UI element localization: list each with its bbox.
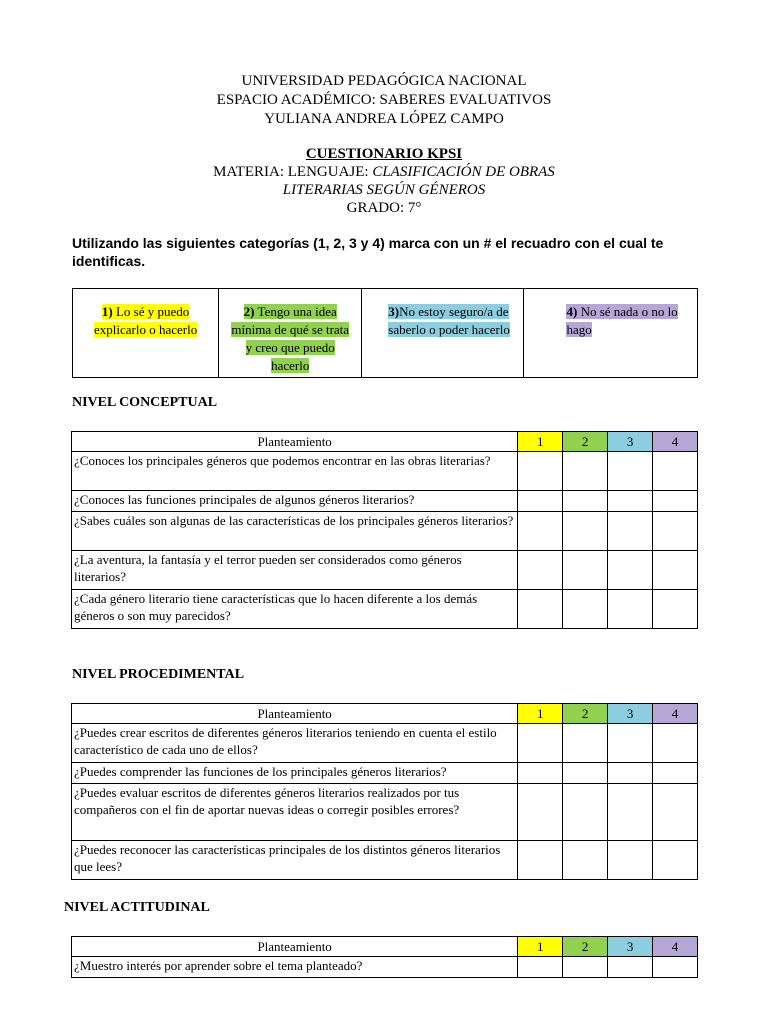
header-col-3: 3 [608, 704, 653, 724]
header-col-3: 3 [608, 432, 653, 452]
materia-value: CLASIFICACIÓN DE OBRAS [372, 164, 555, 180]
answer-cell-4[interactable] [653, 551, 698, 590]
answer-cell-3[interactable] [608, 491, 653, 512]
header-col-3: 3 [608, 937, 653, 957]
header-col-1: 1 [518, 704, 563, 724]
table-row [72, 763, 698, 784]
author-name: YULIANA ANDREA LÓPEZ CAMPO [264, 111, 504, 127]
table-row [72, 551, 698, 590]
academic-space: ESPACIO ACADÉMICO: SABERES EVALUATIVOS [216, 92, 552, 108]
question-text: ¿Conoces las funciones principales de algunos géneros literarios? [72, 491, 518, 512]
header-col-4: 4 [653, 937, 698, 957]
header-col-4: 4 [653, 704, 698, 724]
table-row [72, 784, 698, 841]
answer-cell-4[interactable] [653, 724, 698, 763]
header-col-2: 2 [563, 704, 608, 724]
header-planteamiento: Planteamiento [72, 704, 518, 724]
materia-line [0, 163, 768, 181]
answer-cell-1[interactable] [518, 763, 563, 784]
answer-cell-1[interactable] [518, 551, 563, 590]
answer-cell-4[interactable] [653, 590, 698, 629]
answer-cell-2[interactable] [563, 784, 608, 841]
answer-cell-1[interactable] [518, 957, 563, 978]
category-2: 2) Tengo una idea mínima de qué se trata y creo que puedo hacerlo [219, 289, 362, 378]
answer-cell-1[interactable] [518, 452, 563, 491]
header-col-2: 2 [563, 937, 608, 957]
answer-cell-3[interactable] [608, 957, 653, 978]
section-title-conceptual: NIVEL CONCEPTUAL [72, 395, 218, 410]
answer-cell-1[interactable] [518, 841, 563, 880]
question-text: ¿Muestro interés por aprender sobre el tema planteado? [72, 957, 518, 978]
answer-cell-2[interactable] [563, 763, 608, 784]
header-col-4: 4 [653, 432, 698, 452]
answer-cell-3[interactable] [608, 841, 653, 880]
table-row [72, 590, 698, 629]
answer-cell-3[interactable] [608, 551, 653, 590]
answer-cell-1[interactable] [518, 784, 563, 841]
answer-cell-1[interactable] [518, 512, 563, 551]
answer-cell-1[interactable] [518, 491, 563, 512]
question-text: ¿Puedes reconocer las características principales de los distintos géneros literarios que lees? [72, 841, 518, 880]
question-text: ¿La aventura, la fantasía y el terror pueden ser considerados como géneros literarios? [72, 551, 518, 590]
question-text: ¿Sabes cuáles son algunas de las características de los principales géneros literarios? [72, 512, 518, 551]
table-row [72, 452, 698, 491]
answer-cell-3[interactable] [608, 452, 653, 491]
categories-table [72, 288, 698, 378]
category-4: 4) No sé nada o no lo hago [524, 289, 698, 378]
header-col-1: 1 [518, 937, 563, 957]
answer-cell-2[interactable] [563, 551, 608, 590]
answer-cell-3[interactable] [608, 763, 653, 784]
answer-cell-4[interactable] [653, 491, 698, 512]
table-row [72, 724, 698, 763]
table-row [72, 512, 698, 551]
university-name: UNIVERSIDAD PEDAGÓGICA NACIONAL [241, 73, 527, 89]
answer-cell-4[interactable] [653, 957, 698, 978]
instructions: Utilizando las siguientes categorías (1, 2, 3 y 4) marca con un # el recuadro con el cual te identificas. [72, 235, 664, 269]
section-title-actitudinal: NIVEL ACTITUDINAL [64, 900, 210, 915]
answer-cell-4[interactable] [653, 512, 698, 551]
materia-value-line2: LITERARIAS SEGÚN GÉNEROS [282, 182, 486, 198]
section-title-procedimental: NIVEL PROCEDIMENTAL [72, 667, 245, 682]
header-col-1: 1 [518, 432, 563, 452]
category-3: 3)No estoy seguro/a de saberlo o poder hacerlo [362, 289, 524, 378]
question-text: ¿Conoces los principales géneros que podemos encontrar en las obras literarias? [72, 452, 518, 491]
answer-cell-4[interactable] [653, 841, 698, 880]
answer-cell-4[interactable] [653, 452, 698, 491]
answer-cell-3[interactable] [608, 512, 653, 551]
answer-cell-1[interactable] [518, 724, 563, 763]
answer-cell-2[interactable] [563, 512, 608, 551]
header-planteamiento: Planteamiento [72, 937, 518, 957]
table-row [72, 957, 698, 978]
table-row [72, 491, 698, 512]
answer-cell-2[interactable] [563, 590, 608, 629]
answer-cell-4[interactable] [653, 784, 698, 841]
materia-label: MATERIA: LENGUAJE: [213, 164, 373, 180]
actitudinal-table [71, 936, 698, 978]
answer-cell-2[interactable] [563, 491, 608, 512]
answer-cell-2[interactable] [563, 957, 608, 978]
category-1: 1) Lo sé y puedo explicarlo o hacerlo [73, 289, 219, 378]
procedimental-table [71, 703, 698, 880]
answer-cell-4[interactable] [653, 763, 698, 784]
header-planteamiento: Planteamiento [72, 432, 518, 452]
answer-cell-3[interactable] [608, 590, 653, 629]
document-title: CUESTIONARIO KPSI [305, 146, 463, 162]
answer-cell-2[interactable] [563, 841, 608, 880]
question-text: ¿Puedes evaluar escritos de diferentes géneros literarios realizados por tus compañeros con el fin de aportar nuevas ideas o corregir posibles errores? [72, 784, 518, 841]
grado: GRADO: 7° [346, 200, 422, 216]
question-text: ¿Puedes comprender las funciones de los principales géneros literarios? [72, 763, 518, 784]
conceptual-table [71, 431, 698, 629]
header-col-2: 2 [563, 432, 608, 452]
question-text: ¿Cada género literario tiene características que lo hacen diferente a los demás géneros o son muy parecidos? [72, 590, 518, 629]
answer-cell-2[interactable] [563, 452, 608, 491]
table-row [72, 841, 698, 880]
answer-cell-2[interactable] [563, 724, 608, 763]
answer-cell-1[interactable] [518, 590, 563, 629]
question-text: ¿Puedes crear escritos de diferentes géneros literarios teniendo en cuenta el estilo característico de cada uno de ellos? [72, 724, 518, 763]
answer-cell-3[interactable] [608, 724, 653, 763]
answer-cell-3[interactable] [608, 784, 653, 841]
